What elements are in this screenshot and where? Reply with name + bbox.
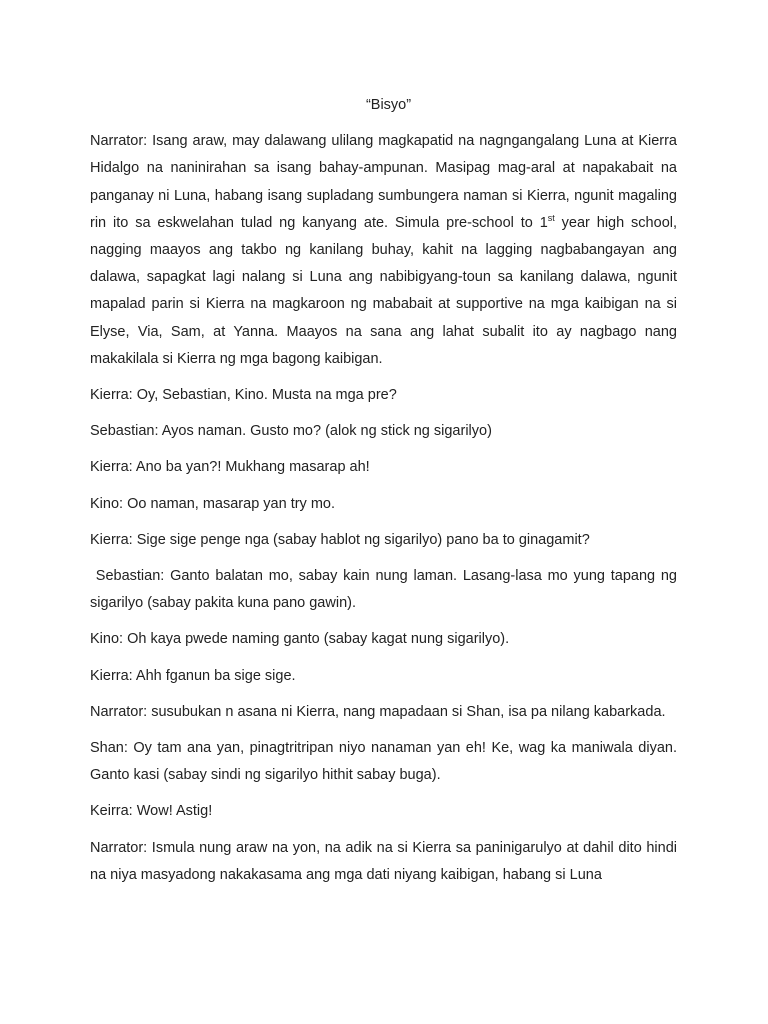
dialogue-line: Narrator: Ismula nung araw na yon, na adik na si Kierra sa paninigarulyo at dahil dito hindi na niya masyadong nakakasama ang mga dati niyang kaibigan, habang si Luna bbox=[90, 839, 677, 883]
dialogue-line: Kino: Oh kaya pwede naming ganto (sabay kagat nung sigarilyo). bbox=[90, 631, 510, 648]
document-page bbox=[90, 92, 682, 898]
dialogue-line: Sebastian: Ayos naman. Gusto mo? (alok ng stick ng sigarilyo) bbox=[90, 423, 492, 440]
dialogue-line: Kino: Oo naman, masarap yan try mo. bbox=[90, 495, 335, 512]
dialogue-line: Shan: Oy tam ana yan, pinagtritripan niyo nanaman yan eh! Ke, wag ka maniwala diyan. Ganto kasi (sabay sindi ng sigarilyo hithit sabay buga). bbox=[90, 740, 677, 784]
dialogue-line: Keirra: Wow! Astig! bbox=[90, 803, 213, 820]
dialogue-line: Sebastian: Ganto balatan mo, sabay kain nung laman. Lasang-lasa mo yung tapang ng sigarilyo (sabay pakita kuna pano gawin). bbox=[90, 568, 682, 612]
document-title: “Bisyo” bbox=[365, 97, 412, 113]
narration-paragraph bbox=[90, 128, 677, 373]
dialogue-line: Kierra: Ano ba yan?! Mukhang masarap ah! bbox=[90, 459, 370, 476]
ordinal-suffix: st bbox=[547, 212, 555, 223]
dialogue-line: Kierra: Oy, Sebastian, Kino. Musta na mga pre? bbox=[90, 387, 397, 404]
dialogue-line: Kierra: Ahh fganun ba sige sige. bbox=[90, 667, 296, 684]
dialogue-line: Narrator: susubukan n asana ni Kierra, nang mapadaan si Shan, isa pa nilang kabarkada. bbox=[90, 703, 666, 720]
narration-text-part-2: year high school, nagging maayos ang takbo ng kanilang buhay, kahit na lagging nagbabangayan ang dalawa, sapagkat lagi nalang si Luna ang nabibigyang-toun sa kanilang dalawa, ngunit mapalad parin si Kierra na magkaroon ng mababait at supportive na mga kaibigan na si Elyse, Via, Sam, at Yanna. Maayos na sana ang lahat subalit ito ay nagbago nang makakilala si Kierra ng mga bagong kaibigan. bbox=[90, 214, 678, 367]
dialogue-line: Kierra: Sige sige penge nga (sabay hablot ng sigarilyo) pano ba to ginagamit? bbox=[90, 531, 590, 548]
narration-text-part-1: Narrator: Isang araw, may dalawang ulilang magkapatid na nagngangalang Luna at Kierra Hidalgo na naninirahan sa isang bahay-ampunan. Masipag mag-aral at napakabait na panganay ni Luna, habang isang supladang sumbungera naman si Kierra, ngunit magaling rin ito sa eskwelahan tulad ng kanyang ate. Simula pre-school to 1 bbox=[90, 133, 677, 231]
